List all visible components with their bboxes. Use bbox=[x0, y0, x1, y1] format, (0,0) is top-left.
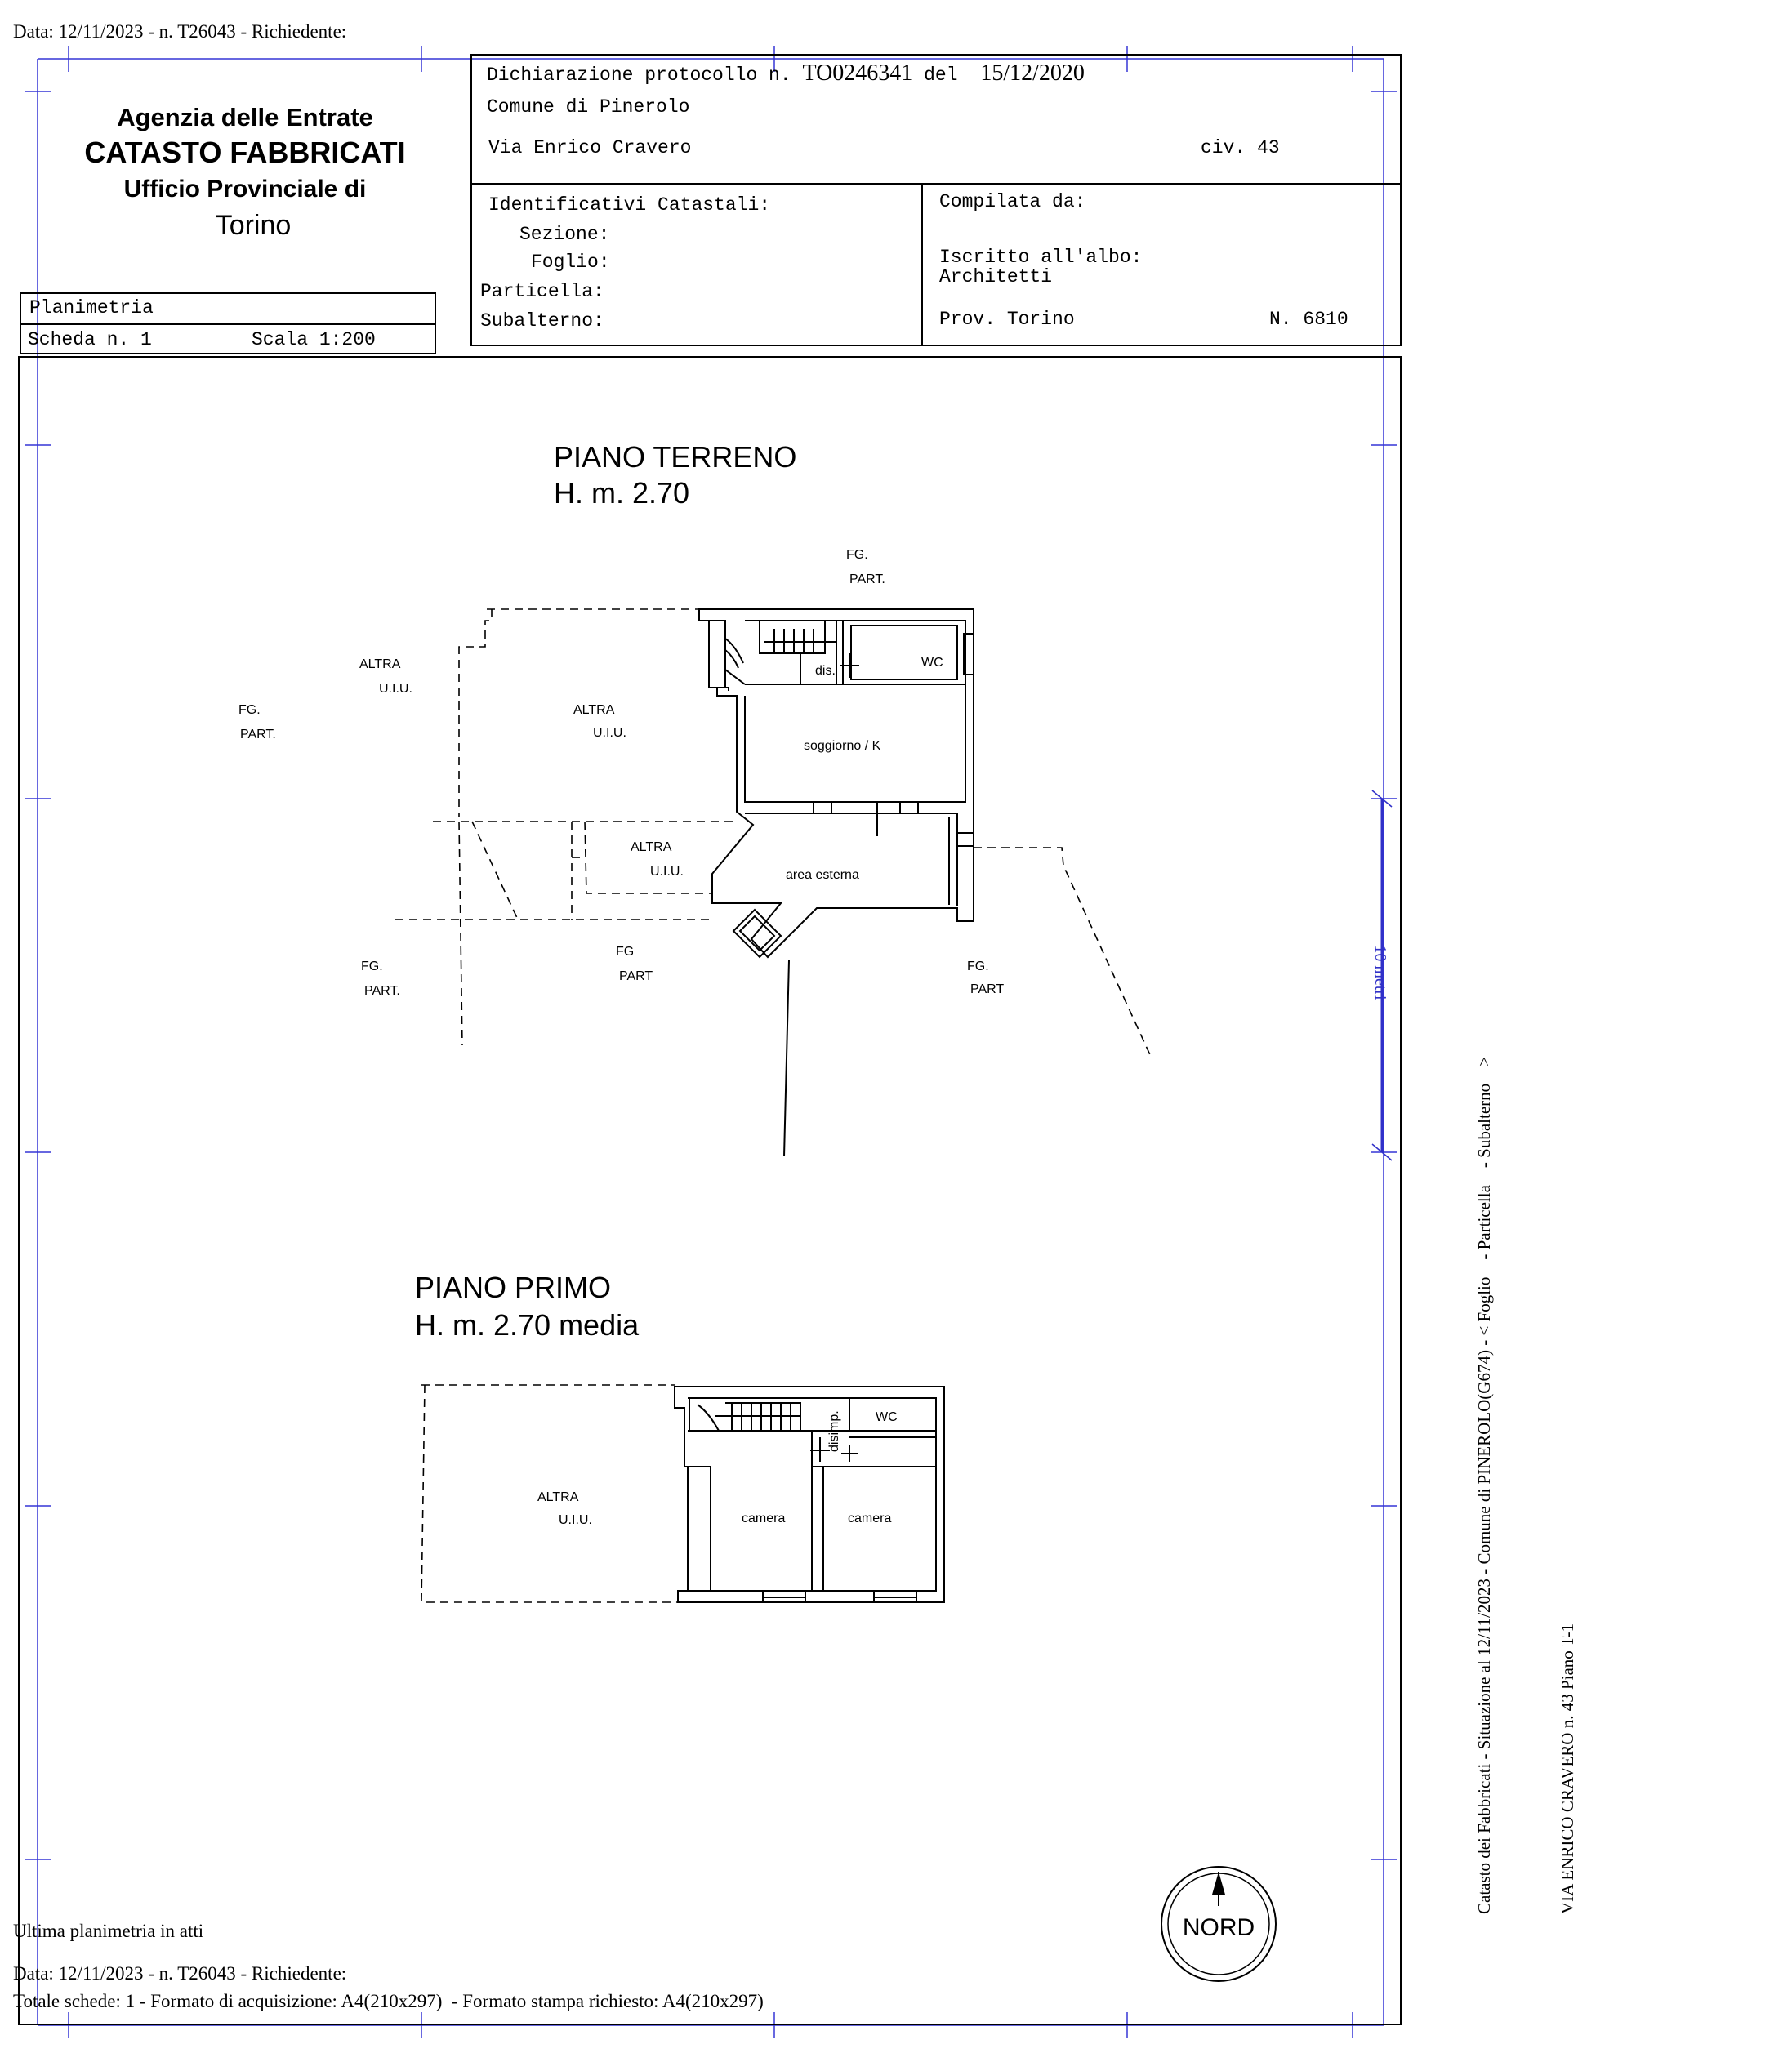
sheet-type: Planimetria bbox=[29, 297, 154, 318]
gf-label-uiu-left: U.I.U. bbox=[379, 682, 412, 696]
gf-label-uiu-lower: U.I.U. bbox=[650, 865, 684, 879]
north-compass bbox=[1160, 1865, 1282, 1988]
office-city: Torino bbox=[215, 210, 292, 241]
ground-floor-height: H. m. 2.70 bbox=[554, 476, 690, 510]
first-floor-height: H. m. 2.70 media bbox=[415, 1308, 640, 1342]
office-catasto: CATASTO FABBRICATI bbox=[84, 136, 406, 169]
ff-label-camera-left: camera bbox=[742, 1512, 786, 1525]
gf-label-soggiorno: soggiorno / K bbox=[804, 739, 881, 753]
side-text-line2: VIA ENRICO CRAVERO n. 43 Piano T-1 bbox=[1558, 1623, 1577, 1914]
gf-label-fg-bottom-center: FG bbox=[616, 945, 635, 959]
sheet-scale: Scala 1:200 bbox=[252, 329, 376, 350]
gf-label-area-esterna: area esterna bbox=[786, 868, 859, 882]
compilata-da: Compilata da: bbox=[939, 191, 1086, 212]
gf-label-altra-lower: ALTRA bbox=[631, 840, 672, 854]
gf-label-dis: dis. bbox=[815, 664, 836, 678]
gf-label-altra-center: ALTRA bbox=[573, 703, 615, 717]
civico: civ. 43 bbox=[1201, 137, 1280, 158]
side-text-block bbox=[1415, 853, 1609, 1914]
albo-number: N. 6810 bbox=[1269, 309, 1348, 330]
gf-label-uiu-center: U.I.U. bbox=[593, 726, 626, 740]
id-foglio: Foglio: bbox=[531, 252, 610, 273]
id-subalterno: Subalterno: bbox=[480, 310, 604, 332]
gf-label-fg-bottom-left: FG. bbox=[361, 960, 383, 973]
sheet-scheda: Scheda n. 1 bbox=[28, 329, 152, 350]
identifiers-title: Identificativi Catastali: bbox=[488, 194, 771, 216]
protocol-number: TO0246341 bbox=[802, 60, 913, 86]
gf-label-wc: WC bbox=[921, 656, 943, 670]
footer-data: Data: 12/11/2023 - n. T26043 - Richiedente: bbox=[13, 1963, 347, 1984]
top-meta: Data: 12/11/2023 - n. T26043 - Richiedente: bbox=[13, 21, 347, 42]
provincia: Prov. Torino bbox=[939, 309, 1075, 330]
via: Via Enrico Cravero bbox=[488, 137, 692, 158]
id-particella: Particella: bbox=[480, 281, 604, 302]
albo: Architetti bbox=[939, 266, 1053, 287]
north-label: NORD bbox=[1182, 1914, 1255, 1941]
comune: Comune di Pinerolo bbox=[487, 96, 690, 118]
gf-label-part-bottom-right: PART bbox=[970, 982, 1005, 996]
ff-label-camera-right: camera bbox=[848, 1512, 892, 1525]
gf-label-part-top: PART. bbox=[849, 572, 885, 586]
ff-label-wc: WC bbox=[876, 1410, 898, 1424]
gf-label-part-bottom-center: PART bbox=[619, 969, 653, 983]
footer-ultima: Ultima planimetria in atti bbox=[13, 1921, 204, 1941]
ff-label-disimp: disimp. bbox=[827, 1410, 841, 1452]
office-ufficio: Ufficio Provinciale di bbox=[123, 176, 367, 203]
gf-label-fg-left: FG. bbox=[238, 703, 261, 717]
footer-totale: Totale schede: 1 - Formato di acquisizione: A4(210x297) - Formato stampa richiesto: A4(210x297) bbox=[13, 1991, 764, 2011]
iscritto-albo: Iscritto all'albo: bbox=[939, 247, 1143, 268]
first-floor-title: PIANO PRIMO bbox=[415, 1271, 612, 1304]
gf-label-fg-top: FG. bbox=[846, 548, 868, 562]
scale-label: 10 metri bbox=[1371, 945, 1389, 1000]
declaration-date: 15/12/2020 bbox=[980, 60, 1085, 86]
del-label: del bbox=[924, 65, 958, 86]
declaration-label: Dichiarazione protocollo n. bbox=[487, 65, 791, 86]
side-text-line1: Catasto dei Fabbricati - Situazione al 12/11/2023 - Comune di PINEROLO(G674) - < Foglio - Particella - Subalterno > bbox=[1474, 1057, 1494, 1914]
office-agency: Agenzia delle Entrate bbox=[117, 103, 373, 131]
gf-label-part-bottom-left: PART. bbox=[364, 984, 400, 998]
id-sezione: Sezione: bbox=[519, 224, 610, 245]
gf-label-part-left: PART. bbox=[240, 728, 276, 741]
gf-label-altra-left: ALTRA bbox=[359, 657, 401, 671]
ff-label-uiu: U.I.U. bbox=[559, 1513, 592, 1527]
ground-floor-title: PIANO TERRENO bbox=[554, 440, 797, 474]
ff-label-altra: ALTRA bbox=[537, 1490, 579, 1504]
gf-label-fg-bottom-right: FG. bbox=[967, 960, 989, 973]
